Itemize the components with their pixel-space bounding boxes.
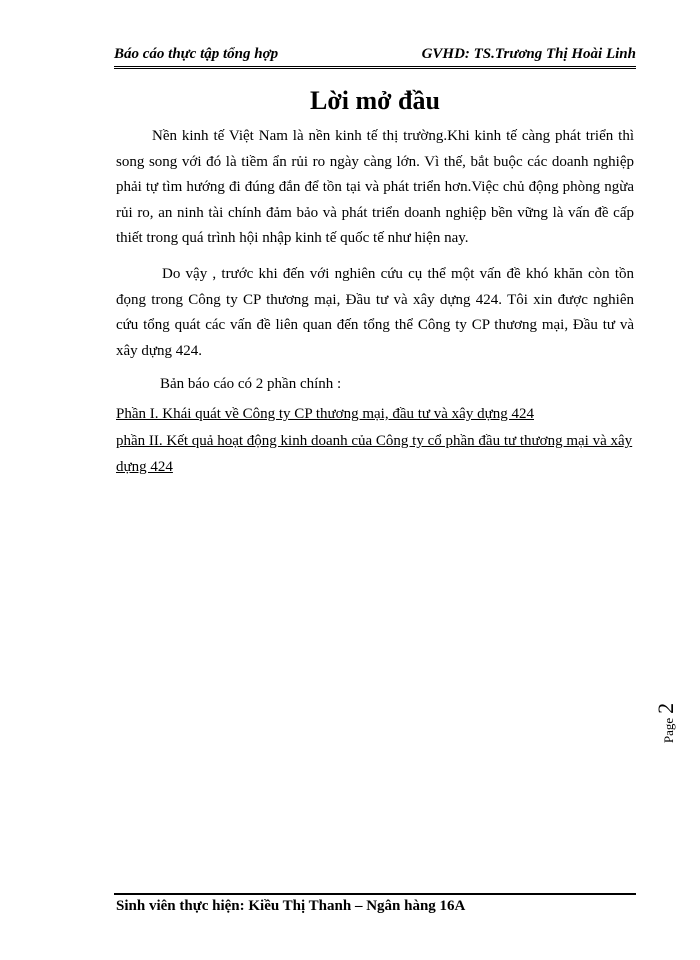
paragraph-1: Nền kinh tế Việt Nam là nền kinh tế thị trường.Khi kinh tế càng phát triển thì song song với đó là tiềm ẩn rủi ro ngày càng lớn. Vì thế, bắt buộc các doanh nghiệp phải tự tìm hướng đi đúng đắn để tồn tại và phát triển hơn.Việc chủ động phòng ngừa rủi ro, an ninh tài chính đảm bảo và phát triển doanh nghiệp bền vững là vấn đề cấp thiết trong quá trình hội nhập kinh tế quốc tế như hiện nay. — [116, 128, 634, 246]
toc-item-part-2[interactable] — [116, 429, 640, 480]
page-header — [114, 44, 636, 66]
page-footer: Sinh viên thực hiện: Kiều Thị Thanh – Ngân hàng 16A — [116, 898, 466, 914]
paragraph-2: Do vậy , trước khi đến với nghiên cứu cụ thể một vấn đề khó khăn còn tồn đọng trong Công ty CP thương mại, Đầu tư và xây dựng 424. Tôi xin được nghiên cứu tổng quát các vấn đề liên quan đến tổng thể Công ty CP thương mại, Đầu tư và xây dựng 424. — [116, 266, 634, 359]
document-title: Lời mở đầu — [310, 86, 440, 115]
footer-divider — [114, 893, 636, 895]
paragraph-3: Bản báo cáo có 2 phần chính : — [160, 376, 342, 392]
toc-link-part-2[interactable]: phần II. Kết quả hoạt động kinh doanh của Công ty cổ phần đầu tư thương mại và xây dựng 424 — [116, 433, 633, 475]
header-divider — [114, 66, 636, 69]
header-supervisor: GVHD: TS.Trương Thị Hoài Linh — [421, 46, 636, 62]
header-report-title: Báo cáo thực tập tổng hợp — [114, 46, 279, 62]
page-number: 2 — [653, 702, 678, 714]
toc-item-part-1[interactable] — [116, 402, 640, 428]
toc-link-part-1[interactable]: Phần I. Khái quát về Công ty CP thương mại, đầu tư và xây dựng 424 — [116, 406, 534, 422]
page-number-label — [646, 698, 686, 748]
page-word: Page — [661, 717, 676, 744]
